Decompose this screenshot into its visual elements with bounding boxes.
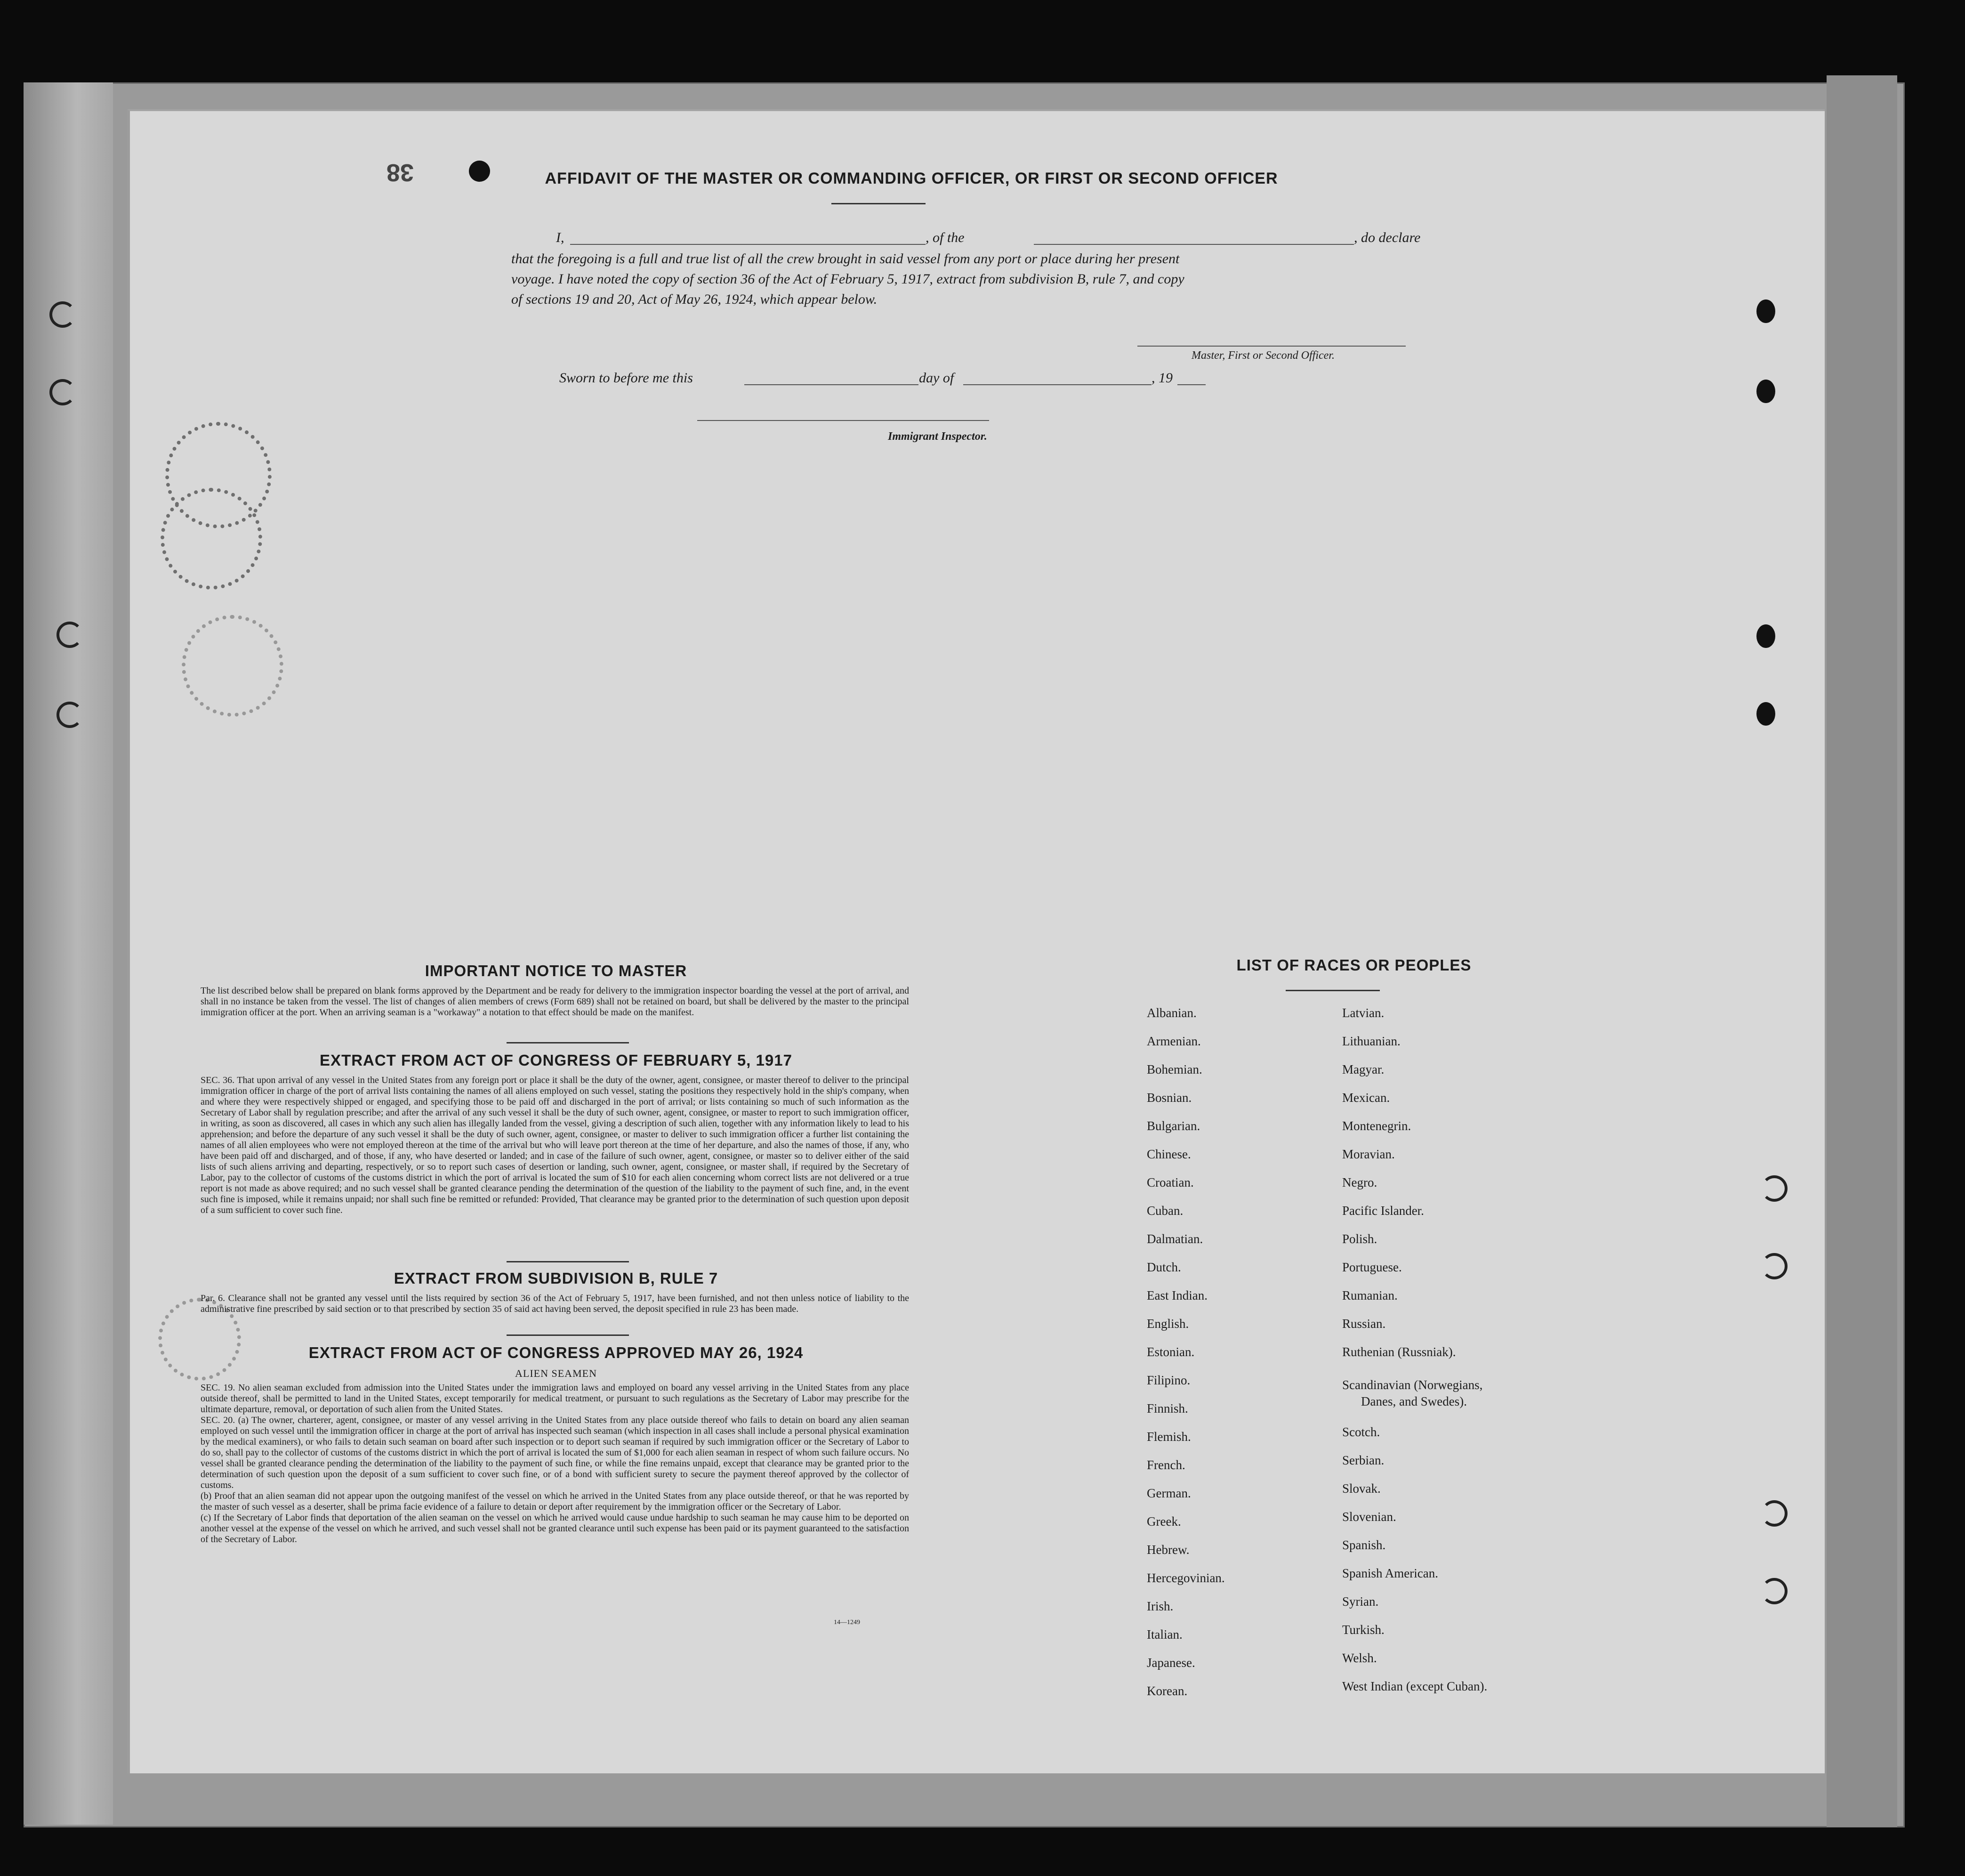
binding-ring-icon [49,301,76,328]
title-rule [831,203,926,204]
race-item: English. [1147,1317,1189,1331]
race-item: Slovenian. [1342,1510,1396,1524]
race-item: Turkish. [1342,1623,1385,1637]
inspection-stamp-icon [161,488,262,590]
rule-7-title: EXTRACT FROM SUBDIVISION B, RULE 7 [394,1270,718,1287]
race-item: Danes, and Swedes). [1361,1394,1467,1408]
race-item: Spanish. [1342,1538,1386,1552]
race-item: Rumanian. [1342,1288,1398,1302]
sworn-label: Sworn to before me this [559,370,693,386]
extract-1917-text: SEC. 36. That upon arrival of any vessel in the United States from any foreign port or place it shall be the duty of the owner, agent, consignee, or master thereof to deliver to the principal immigration officer in charge of the port of arrival lists containing the names of all aliens employed on such vessel, stating the positions they respectively hold in the ship's company, when and where they were respectively shipped or engaged, and specifying those to be paid off and discharged in the port of arrival; or lists containing so much of such information as the Secretary of Labor shall by regulation prescribe; and after the arrival of any such vessel it shall be the duty of such owner, agent, consignee, or master to report to such immigration officer, in writing, as soon as discovered, all cases in which any such alien has illegally landed from the vessel, giving a description of such alien, together with any information likely to lead to his apprehension; and before the departure of any such vessel it shall be the duty of such owner, agent, consignee, or master to deliver to such immigration officer a further list containing the names of all alien employees who were not employed thereon at the time of the arrival but who will leave port thereon at the time of her departure, and also the names of those, if any, who have been paid off and discharged, and of those, if any, who have deserted or landed; and in case of the failure of such owner, agent, consignee, or master so to deliver either of the said lists of such aliens arriving and departing, respectively, or so to report such cases of desertion or landing, such owner, agent, consignee, or master shall, if required by the Secretary of Labor, pay to the collector of customs of the customs district in which the port of arrival is located the sum of $10 for each alien concerning whom correct lists are not delivered or a true report is not made as above required; and no such vessel shall be granted clearance pending the determination of the question of the liability to the payment of such fine, and, in the event such fine is imposed, while it remains unpaid; nor shall such fine be remitted or refunded: Provided, That clearance may be granted prior to the determination of such question upon deposit of a sum sufficient to cover such fine. [201,1075,909,1215]
races-title-rule [1286,990,1380,991]
race-item: Korean. [1147,1684,1188,1698]
race-item: Portuguese. [1342,1260,1402,1274]
race-item: French. [1147,1458,1185,1472]
punch-ring-icon [1761,1578,1788,1604]
race-item: Scotch. [1342,1425,1380,1439]
vessel-name-line [1034,244,1354,245]
section-rule [507,1042,629,1043]
sheet-edge [1827,75,1897,1827]
race-item: Greek. [1147,1514,1181,1528]
race-item: Negro. [1342,1175,1377,1189]
rule-7-text: Par. 6. Clearance shall not be granted any vessel until the lists required by section 36 of the Act of February 5, 1917, have been furnished, and not then unless notice of liability to the administrative fine prescribed by said section or to that prescribed by section 35 of said act having been served, the deposit specified in rule 23 has been made. [201,1293,909,1314]
race-item: Chinese. [1147,1147,1191,1161]
race-item: Syrian. [1342,1594,1379,1609]
race-item: Filipino. [1147,1373,1191,1387]
race-item: Dalmatian. [1147,1232,1203,1246]
notice-title: IMPORTANT NOTICE TO MASTER [425,962,687,979]
do-declare-label: , do declare [1354,230,1421,245]
extract-1924-text [201,1383,909,1545]
day-of-label: day of [919,370,954,386]
inspection-stamp-icon [182,615,283,717]
race-item: Mexican. [1342,1091,1390,1105]
form-number: 14—1249 [834,1619,860,1626]
race-item: Armenian. [1147,1034,1201,1048]
alien-seamen-subtitle: ALIEN SEAMEN [515,1367,597,1379]
race-item: German. [1147,1486,1191,1500]
extract-1917-title: EXTRACT FROM ACT OF CONGRESS OF FEBRUARY 5, 1917 [320,1051,792,1069]
section-19-text: SEC. 19. No alien seaman excluded from admission into the United States under the immigration laws and employed on board any vessel arriving in the United States from any place outside thereof, shall be permitted to land in the United States, except temporarily for medical treatment, or pursuant to such regulations as the Secretary of Labor may prescribe for the ultimate departure, removal, or deportation of such alien from the United States. [201,1383,909,1415]
officer-name-line [570,244,926,245]
year-label: , 19 [1152,370,1173,386]
section-rule [507,1261,629,1262]
punch-hole-icon [1756,299,1775,323]
section-20a-text: SEC. 20. (a) The owner, charterer, agent, consignee, or master of any vessel arriving in the United States from any place outside thereof who fails to detain on board any alien seaman employed on such vessel until the immigration officer in charge at the port of arrival has inspected such seaman (which inspection in all cases shall include a personal physical examination by the medical examiners), or who fails to detain such seaman on board after such inspection or to deport such seaman if required by such immigration officer or the Secretary of Labor to do so, shall pay to the collector of customs of the customs district in which the port of arrival is located the sum of $1,000 for each alien seaman in respect of whom such failure occurs. No vessel shall be granted clearance pending the determination of the liability to the payment of such fine, or while the fine remains unpaid, except that clearance may be granted prior to the determination of such question upon the deposit of a sum sufficient to cover such fine, or of a bond with sufficient surety to secure the payment thereof approved by the collector of customs. [201,1415,909,1490]
punch-hole-icon [1756,380,1775,403]
sworn-month-line [963,384,1152,385]
race-item: Magyar. [1342,1062,1385,1076]
inspector-caption: Immigrant Inspector. [888,430,987,443]
race-item: Ruthenian (Russniak). [1342,1345,1456,1359]
race-item: Estonian. [1147,1345,1195,1359]
binding-ring-icon [49,379,76,405]
race-item: Irish. [1147,1599,1174,1613]
races-right-column [1342,1006,1578,1703]
punch-hole-icon [1756,624,1775,648]
race-item: Japanese. [1147,1656,1195,1670]
race-item: Finnish. [1147,1401,1188,1415]
race-item: Moravian. [1342,1147,1395,1161]
punch-ring-icon [1761,1500,1788,1527]
race-item: Cuban. [1147,1204,1184,1218]
race-item: Albanian. [1147,1006,1197,1020]
binding-ring-icon [56,622,83,648]
section-20c-text: (c) If the Secretary of Labor finds that deportation of the alien seaman on the vessel on which he arrived would cause undue hardship to such seaman he may cause him to be deported on another vessel at the expense of the vessel on which he arrived, and such vessel shall not be granted clearance until such expense has been paid or its payment guaranteed to the satisfaction of the Secretary of Labor. [201,1512,909,1544]
race-item: Hebrew. [1147,1543,1190,1557]
section-rule [507,1334,629,1336]
declaration-line-3: voyage. I have noted the copy of section 36 of the Act of February 5, 1917, extract from subdivision B, rule 7, and copy [511,271,1184,287]
race-item: Croatian. [1147,1175,1194,1189]
sworn-day-line [744,384,918,385]
punch-ring-icon [1761,1253,1788,1279]
race-item: Flemish. [1147,1430,1191,1444]
race-item: Dutch. [1147,1260,1181,1274]
binding-ring-icon [56,702,83,728]
races-title: LIST OF RACES OR PEOPLES [1236,956,1472,974]
master-caption: Master, First or Second Officer. [1192,349,1335,362]
race-item: Spanish American. [1342,1566,1438,1580]
punch-ring-icon [1761,1175,1788,1202]
declaration-line-2: that the foregoing is a full and true list of all the crew brought in said vessel from any port or place during her present [511,251,1180,267]
race-item: Montenegrin. [1342,1119,1411,1133]
race-item: Italian. [1147,1627,1183,1642]
affidavit-title: AFFIDAVIT OF THE MASTER OR COMMANDING OFFICER, OR FIRST OR SECOND OFFICER [545,170,1278,187]
of-the-label: , of the [926,230,965,245]
race-item: Scandinavian (Norwegians, [1342,1378,1483,1392]
declare-i-label: I, [556,230,564,245]
declaration-line-4: of sections 19 and 20, Act of May 26, 1924, which appear below. [511,291,878,307]
race-item: Bulgarian. [1147,1119,1200,1133]
race-item: Russian. [1342,1317,1386,1331]
race-item: West Indian (except Cuban). [1342,1679,1488,1693]
race-item: Bohemian. [1147,1062,1202,1076]
notice-text: The list described below shall be prepared on blank forms approved by the Department and be ready for delivery to the immigration inspector boarding the vessel at the port of arrival, and shall in no instance be taken from the vessel. The list of changes of alien members of crews (Form 689) shall not be retained on board, but shall be delivered by the master to the principal immigration officer at the port. When an arriving seaman is a "workaway" a notation to that effect should be made on the manifest. [201,986,909,1018]
sworn-year-line [1177,384,1206,385]
binding-edge [24,82,113,1825]
extract-1924-title: EXTRACT FROM ACT OF CONGRESS APPROVED MAY 26, 1924 [308,1344,804,1361]
affidavit-page [127,109,1825,1773]
races-left-column [1147,1006,1316,1698]
inspector-signature-line [697,420,989,421]
race-item: Latvian. [1342,1006,1385,1020]
section-20b-text: (b) Proof that an alien seaman did not appear upon the outgoing manifest of the vessel on which he arrived in the United States from any place outside thereof, or that he was reported by the master of such vessel as a deserter, shall be prima facie evidence of a failure to detain or deport after requirement by the immigration officer or the Secretary of Labor. [201,1491,909,1512]
race-item: Serbian. [1342,1453,1385,1467]
race-item: Slovak. [1342,1481,1381,1496]
race-item: Hercegovinian. [1147,1571,1225,1585]
race-item: Lithuanian. [1342,1034,1401,1048]
race-item: Welsh. [1342,1651,1377,1665]
master-signature-line [1137,346,1406,347]
race-item: Pacific Islander. [1342,1204,1424,1218]
sheet-number: 38 [387,159,414,186]
race-item: Polish. [1342,1232,1377,1246]
race-item: Bosnian. [1147,1091,1192,1105]
punch-hole-icon [1756,702,1775,726]
race-item: East Indian. [1147,1288,1208,1302]
